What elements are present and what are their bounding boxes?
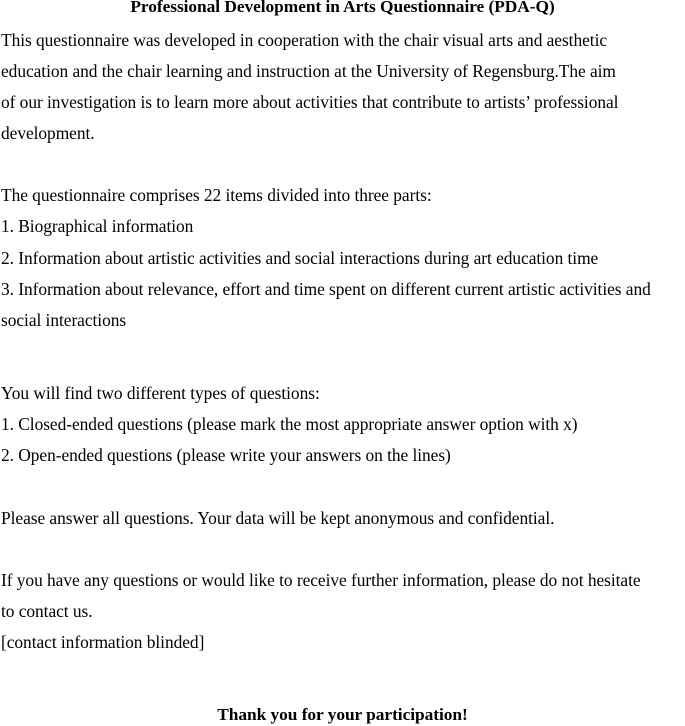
instruction-text: Please answer all questions. Your data will be kept anonymous and confidential. bbox=[1, 508, 555, 528]
intro-line-3: of our investigation is to learn more about activities that contribute to artists’ professional bbox=[1, 92, 619, 112]
intro-line-1: This questionnaire was developed in cooperation with the chair visual arts and aesthetic bbox=[1, 30, 608, 50]
part-item-2: 2. Information about artistic activities and social interactions during art education time bbox=[1, 248, 599, 268]
part-item-1: 1. Biographical information bbox=[1, 216, 194, 236]
part-item-3-continued: social interactions bbox=[1, 310, 127, 330]
types-heading: You will find two different types of questions: bbox=[1, 383, 320, 403]
part-item-3: 3. Information about relevance, effort and time spent on different current artistic activities and bbox=[1, 279, 651, 299]
contact-line-1: If you have any questions or would like to receive further information, please do not hesitate bbox=[1, 570, 641, 590]
parts-heading: The questionnaire comprises 22 items divided into three parts: bbox=[1, 185, 432, 205]
intro-line-4: development. bbox=[1, 123, 95, 143]
contact-info-blinded: [contact information blinded] bbox=[1, 632, 205, 652]
type-item-2: 2. Open-ended questions (please write your answers on the lines) bbox=[1, 445, 451, 465]
intro-line-2: education and the chair learning and instruction at the University of Regensburg.The aim bbox=[1, 61, 616, 81]
contact-line-2: to contact us. bbox=[1, 601, 93, 621]
closing-thanks: Thank you for your participation! bbox=[217, 705, 468, 724]
page-title: Professional Development in Arts Questionnaire (PDA-Q) bbox=[130, 0, 555, 16]
type-item-1: 1. Closed-ended questions (please mark the most appropriate answer option with x) bbox=[1, 414, 578, 434]
